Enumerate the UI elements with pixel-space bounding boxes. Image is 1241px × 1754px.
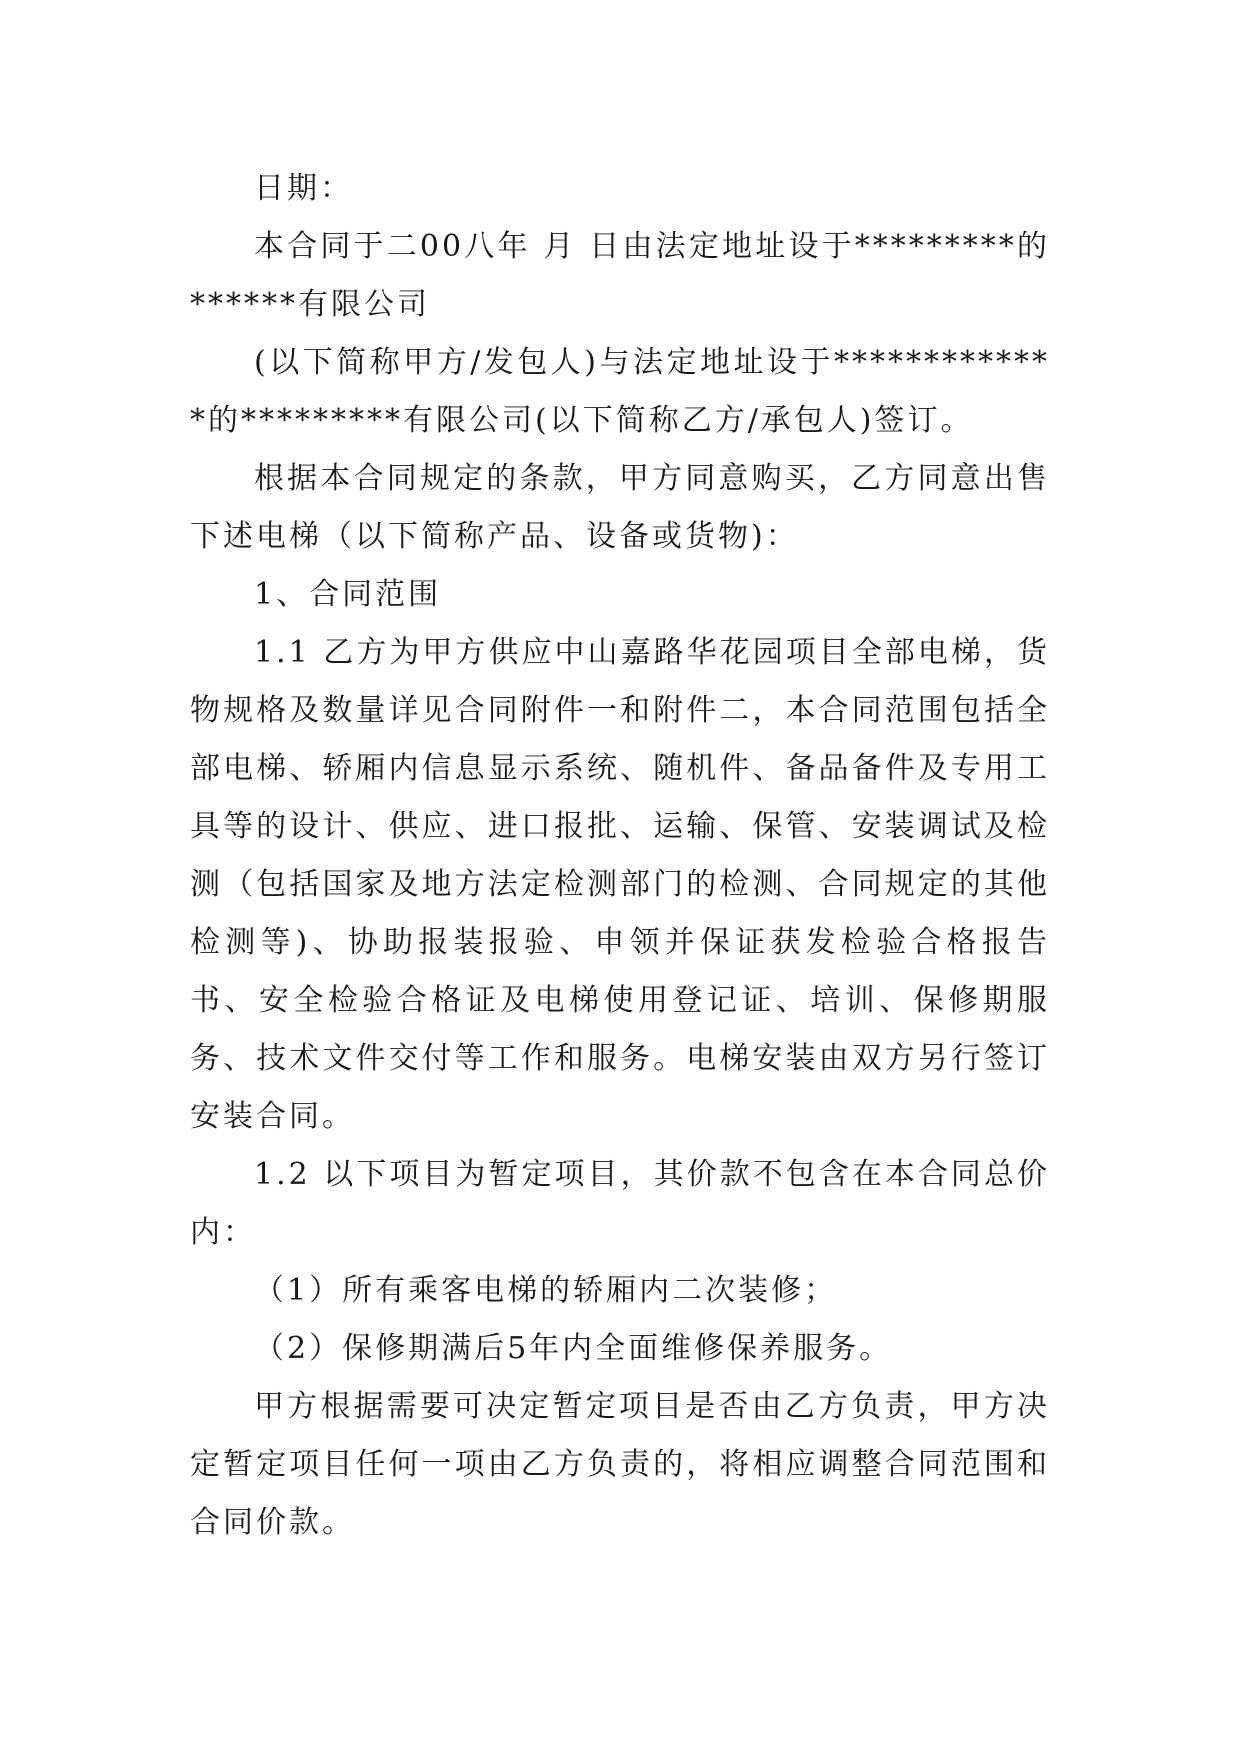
- section-heading-scope: 1、合同范围: [254, 577, 442, 612]
- closing-paragraph: 甲方根据需要可决定暂定项目是否由乙方负责，甲方决定暂定项目任何一项由乙方负责的，将相应调整合同范围和合同价款。: [190, 1389, 1050, 1540]
- list-item: （1）所有乘客电梯的轿厢内二次装修；: [254, 1273, 838, 1308]
- contract-text: [190, 160, 1050, 1552]
- intro-paragraph-party-a: 本合同于二00八年 月 日由法定地址设于*********的******有限公司: [190, 229, 1050, 322]
- list-item: （2）保修期满后5年内全面维修保养服务。: [254, 1331, 893, 1366]
- clause-1-1: 1.1 乙方为甲方供应中山嘉路华花园项目全部电梯，货物规格及数量详见合同附件一和附件二，本合同范围包括全部电梯、轿厢内信息显示系统、随机件、备品备件及专用工具等的设计、供应、进口报批、运输、保管、安装调试及检测（包括国家及地方法定检测部门的检测、合同规定的其他检测等)、协助报装报验、申领并保证获发检验合格报告书、安全检验合格证及电梯使用登记证、培训、保修期服务、技术文件交付等工作和服务。电梯安装由双方另行签订安装合同。: [190, 635, 1050, 1134]
- clause-1-2: 1.2 以下项目为暂定项目，其价款不包含在本合同总价内：: [190, 1157, 1050, 1250]
- date-line: 日期：: [254, 171, 353, 206]
- intro-paragraph-agreement: 根据本合同规定的条款，甲方同意购买，乙方同意出售下述电梯（以下简称产品、设备或货物)：: [190, 461, 1050, 554]
- intro-paragraph-party-b: (以下简称甲方/发包人)与法定地址设于*************的*********有限公司(以下简称乙方/承包人)签订。: [190, 345, 1050, 438]
